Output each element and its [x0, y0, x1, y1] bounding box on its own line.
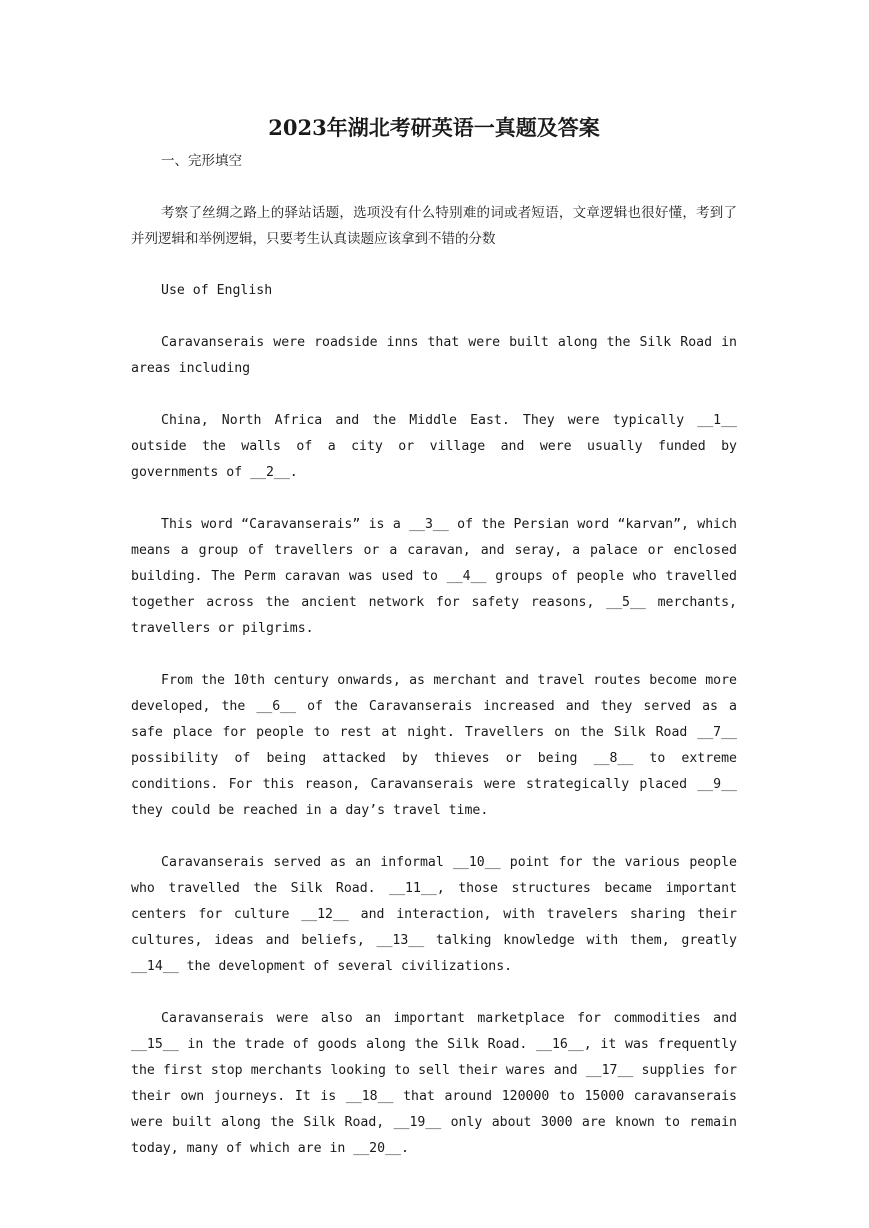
intro-paragraph: 考察了丝绸之路上的驿站话题，选项没有什么特别难的词或者短语，文章逻辑也很好懂，考到了并列逻辑和举例逻辑，只要考生认真读题应该拿到不错的分数	[131, 205, 737, 247]
spacer	[131, 382, 737, 408]
spacer	[131, 642, 737, 668]
section-heading: 一、完形填空	[161, 153, 242, 169]
passage-paragraph-5: Caravanserais served as an informal __10__ point for the various people who travelled the Silk Road. __11__, those structures became important centers for culture __12__ and interaction, with travelers sharing their cultures, ideas and beliefs, __13__ talking knowledge with them, greatly __14__ the development of several civilizations.	[131, 855, 737, 974]
passage-paragraph-1: Caravanserais were roadside inns that were built along the Silk Road in areas including	[131, 335, 737, 376]
spacer	[131, 252, 737, 278]
passage-paragraph-3: This word “Caravanserais” is a __3__ of the Persian word “karvan”, which means a group of travellers or a caravan, and seray, a palace or enclosed building. The Perm caravan was used to __4__ groups of people who travelled together across the ancient network for safety reasons, __5__ merchants, travellers or pilgrims.	[131, 517, 737, 636]
spacer	[131, 174, 737, 200]
part-label: Use of English	[161, 283, 273, 298]
spacer	[131, 486, 737, 512]
spacer	[131, 980, 737, 1006]
passage-paragraph-6: Caravanserais were also an important marketplace for commodities and __15__ in the trade of goods along the Silk Road. __16__, it was frequently the first stop merchants looking to sell their wares and __17__ supplies for their own journeys. It is __18__ that around 120000 to 15000 caravanserais were built along the Silk Road, __19__ only about 3000 are known to remain today, many of which are in __20__.	[131, 1011, 737, 1156]
passage-paragraph-2: China, North Africa and the Middle East. They were typically __1__ outside the walls of a city or village and were usually funded by governments of __2__.	[131, 413, 737, 480]
spacer	[131, 824, 737, 850]
passage-paragraph-4: From the 10th century onwards, as merchant and travel routes become more developed, the __6__ of the Caravanserais increased and they served as a safe place for people to rest at night. Travellers on the Silk Road __7__ possibility of being attacked by thieves or being __8__ to extreme conditions. For this reason, Caravanserais were strategically placed __9__ they could be reached in a day’s travel time.	[131, 673, 737, 818]
spacer	[131, 304, 737, 330]
document-page	[131, 112, 737, 1162]
document-title: 2023年湖北考研英语一真题及答案	[268, 115, 600, 140]
